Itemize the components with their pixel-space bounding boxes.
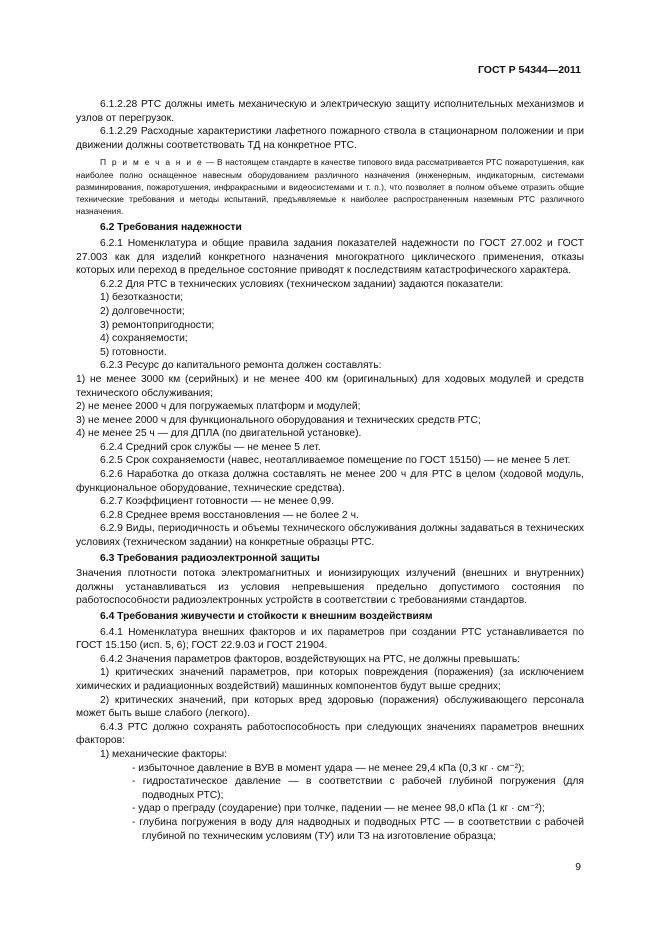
note-text: — В настоящем стандарте в качестве типового вида рассматривается РТС пожаротушения, как наиболее полно оснащенное навесным оборудованием различного назначения (инженерным, индикаторным, системами разминирования, пожаротушения, инфракрасными и видеосистемами и т. п.), что позволяет в полном объеме отразить общие технические требования и методы испытаний, предъявляемые к наиболее распространенным наземным РТС различного назначения.: [76, 157, 584, 217]
clause-6-2-1: 6.2.1 Номенклатура и общие правила задания показателей надежности по ГОСТ 27.002 и ГОСТ 27.003 как для изделий конкретного назначения многократного циклического применения, отказы которых или переход в предельное состояние приводят к последствиям катастрофического характера.: [76, 237, 584, 277]
clause-6-2-8: 6.2.8 Среднее время восстановления — не более 2 ч.: [100, 509, 359, 521]
dash-item: - избыточное давление в ВУВ в момент удара — не менее 29,4 кПа (0,3 кг · см⁻²);: [132, 762, 525, 774]
clause-6-2-4: 6.2.4 Средний срок службы — не менее 5 лет.: [100, 441, 321, 453]
list-item: 3) ремонтопригодности;: [100, 319, 215, 331]
clause-6-1-2-29: 6.1.2.29 Расходные характеристики лафетного пожарного ствола в стационарном положении и при движении должны соответствовать ТД на конкретное РТС.: [76, 126, 584, 151]
section-6-3-text: Значения плотности потока электромагнитных и ионизирующих излучений (внешних и внутренних) должны устанавливаться из условия непревышения предельно допустимого состояния по работоспособности радиоэлектронных устройств в соответствии с требованиями стандартов.: [76, 568, 584, 607]
clause-6-4-3: 6.4.3 РТС должно сохранять работоспособность при следующих значениях параметров внешних факторов:: [76, 721, 584, 747]
document-header: ГОСТ Р 54344—2011: [477, 64, 581, 76]
clause-6-2-3-item-4: 4) не менее 25 ч — для ДПЛА (по двигательной установке).: [76, 428, 362, 440]
clause-6-4-3-item-1: 1) механические факторы:: [100, 748, 228, 760]
section-6-4-heading: 6.4 Требования живучести и стойкости к внешним воздействиям: [100, 611, 433, 623]
note: [76, 156, 584, 217]
note-label: П р и м е ч а н и е: [100, 157, 204, 168]
clause-6-2-3: 6.2.3 Ресурс до капитального ремонта должен составлять:: [100, 360, 382, 372]
list-item: 4) сохраняемости;: [100, 333, 188, 345]
clause-6-2-2: 6.2.2 Для РТС в технических условиях (техническом задании) задаются показатели:: [100, 278, 504, 290]
clause-6-4-1: 6.4.1 Номенклатура внешних факторов и их параметров при создании РТС устанавливается по ГОСТ 15.150 (исп. 5, 6); ГОСТ 22.9.03 и ГОСТ 21904.: [76, 626, 584, 652]
section-6-2-heading: 6.2 Требования надежности: [100, 222, 242, 234]
clause-6-1-2-28: 6.1.2.28 РТС должны иметь механическую и электрическую защиту исполнительных механизмов и узлов от перегрузок.: [76, 99, 584, 124]
clause-6-4-2: 6.4.2 Значения параметров факторов, воздействующих на РТС, не должны превышать:: [100, 653, 521, 665]
clause-6-4-2-item-1: 1) критических значений параметров, при которых повреждения (поражения) (за исключением химических и радиационных воздействий) машинных компонентов будут выше средних;: [76, 667, 584, 692]
clause-6-2-3-item-3: 3) не менее 2000 ч для функционального оборудования и технических средств РТС;: [76, 414, 481, 426]
clause-6-2-9: 6.2.9 Виды, периодичность и объемы технического обслуживания должны задаваться в технических условиях (техническом задании) на конкретные образцы РТС.: [76, 523, 584, 549]
clause-6-2-7: 6.2.7 Коэффициент готовности — не менее 0,99.: [100, 496, 334, 508]
dash-item: - гидростатическое давление — в соответствии с рабочей глубиной погружения (для подводных РТС);: [132, 776, 584, 801]
dash-item: - глубина погружения в воду для надводных и подводных РТС — в соответствии с рабочей глубиной по техническим условиям (ТУ) или ТЗ на изготовление образца;: [132, 816, 584, 842]
section-6-3-heading: 6.3 Требования радиоэлектронной защиты: [100, 552, 320, 564]
clause-6-2-3-item-2: 2) не менее 2000 ч для погружаемых платформ и модулей;: [76, 401, 361, 413]
list-item: 2) долговечности;: [100, 305, 185, 317]
list-item: 1) безотказности;: [100, 292, 184, 304]
list-item: 5) готовности.: [100, 346, 167, 358]
document-body: [76, 98, 584, 843]
clause-6-4-2-item-2: 2) критических значений, при которых вред здоровью (поражения) обслуживающего персонала может быть выше слабого (легкого).: [76, 694, 584, 720]
page-number: 9: [575, 862, 581, 873]
clause-6-2-3-item-1: 1) не менее 3000 км (серийных) и не менее 400 км (оригинальных) для ходовых модулей и средств технического обслуживания;: [76, 373, 584, 399]
dash-item: - удар о преграду (соударение) при толчке, падении — не менее 98,0 кПа (1 кг · см⁻²);: [132, 803, 545, 815]
clause-6-2-6: 6.2.6 Наработка до отказа должна составлять не менее 200 ч для РТС в целом (ходовой модуль, функциональное оборудование, технические средства).: [76, 469, 584, 494]
clause-6-2-5: 6.2.5 Срок сохраняемости (навес, неотапливаемое помещение по ГОСТ 15150) — не менее 5 лет.: [100, 455, 571, 467]
